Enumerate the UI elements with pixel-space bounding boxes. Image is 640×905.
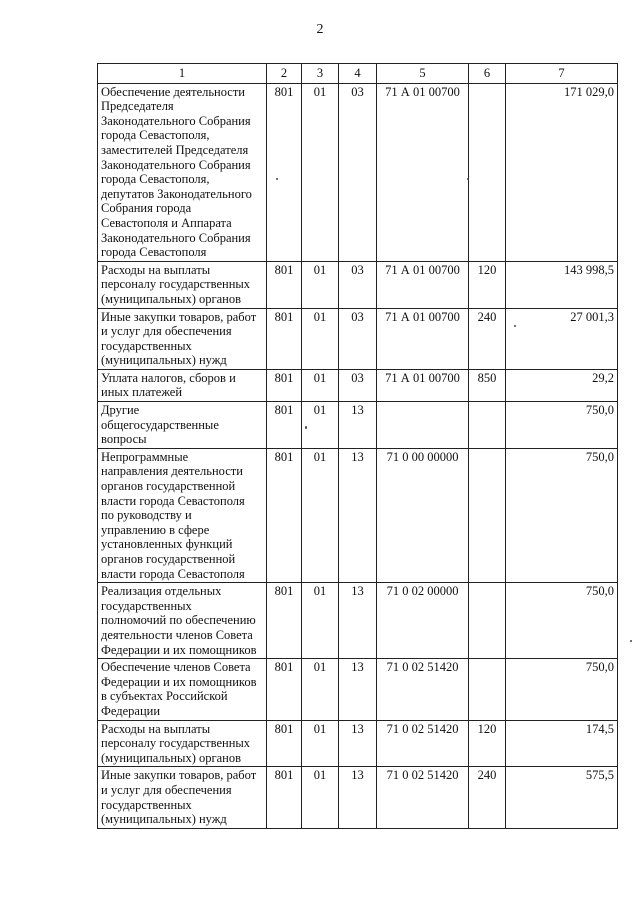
scan-speck [276,178,278,180]
table-row [98,720,618,767]
header-cell: 5 [377,64,469,84]
cell-amount: 750,0 [506,448,618,582]
cell-ministry-code: 801 [267,261,302,308]
cell-expense-type: 240 [469,308,506,369]
header-cell: 2 [267,64,302,84]
cell-ministry-code: 801 [267,767,302,828]
cell-ministry-code: 801 [267,659,302,720]
cell-target-article: 71 0 02 51420 [377,720,469,767]
table-row [98,369,618,401]
cell-target-article: 71 0 02 51420 [377,659,469,720]
cell-section: 01 [302,261,339,308]
cell-ministry-code: 801 [267,402,302,449]
cell-amount: 29,2 [506,369,618,401]
cell-target-article: 71 А 01 00700 [377,261,469,308]
cell-subsection: 13 [339,767,377,828]
cell-target-article: 71 0 00 00000 [377,448,469,582]
cell-ministry-code: 801 [267,369,302,401]
scan-speck [467,178,469,180]
cell-target-article [377,402,469,449]
cell-section: 01 [302,659,339,720]
cell-section: 01 [302,720,339,767]
cell-expense-type [469,583,506,659]
cell-expense-type [469,659,506,720]
cell-subsection: 13 [339,659,377,720]
cell-section: 01 [302,767,339,828]
cell-ministry-code: 801 [267,583,302,659]
cell-ministry-code: 801 [267,308,302,369]
cell-target-article: 71 А 01 00700 [377,308,469,369]
budget-table [97,63,618,829]
cell-name: Иные закупки товаров, работ и услуг для обеспечения государственных (муниципальных) нужд [98,767,267,828]
cell-subsection: 13 [339,448,377,582]
cell-subsection: 03 [339,261,377,308]
scan-speck [305,426,307,429]
cell-name: Расходы на выплаты персоналу государственных (муниципальных) органов [98,261,267,308]
cell-subsection: 13 [339,402,377,449]
table-row [98,767,618,828]
cell-expense-type: 120 [469,720,506,767]
scan-speck [514,325,516,327]
cell-section: 01 [302,448,339,582]
cell-target-article: 71 А 01 00700 [377,83,469,261]
cell-expense-type: 120 [469,261,506,308]
cell-target-article: 71 А 01 00700 [377,369,469,401]
cell-subsection: 03 [339,308,377,369]
cell-target-article: 71 0 02 51420 [377,767,469,828]
cell-subsection: 13 [339,720,377,767]
header-cell: 6 [469,64,506,84]
scan-speck [630,640,632,642]
cell-amount: 575,5 [506,767,618,828]
cell-name: Обеспечение членов Совета Федерации и их помощников в субъектах Российской Федерации [98,659,267,720]
cell-amount: 174,5 [506,720,618,767]
cell-name: Обеспечение деятельности Председателя Законодательного Собрания города Севастополя, заместителей Председателя Законодательного Собрания города Севастополя, депутатов Законодательного Собрания города Севастополя и Аппарата Законодательного Собрания города Севастополя [98,83,267,261]
header-cell: 1 [98,64,267,84]
cell-amount: 27 001,3 [506,308,618,369]
cell-amount: 750,0 [506,402,618,449]
cell-expense-type [469,448,506,582]
header-cell: 4 [339,64,377,84]
page-number: 2 [316,22,324,37]
table-row [98,448,618,582]
cell-expense-type: 850 [469,369,506,401]
cell-section: 01 [302,83,339,261]
cell-section: 01 [302,583,339,659]
cell-name: Реализация отдельных государственных полномочий по обеспечению деятельности членов Совета Федерации и их помощников [98,583,267,659]
cell-section: 01 [302,369,339,401]
header-cell: 3 [302,64,339,84]
cell-name: Уплата налогов, сборов и иных платежей [98,369,267,401]
table-row [98,583,618,659]
cell-section: 01 [302,308,339,369]
table-row [98,261,618,308]
table-row [98,659,618,720]
cell-amount: 143 998,5 [506,261,618,308]
cell-ministry-code: 801 [267,448,302,582]
cell-section: 01 [302,402,339,449]
cell-subsection: 03 [339,369,377,401]
cell-expense-type [469,402,506,449]
cell-name: Другие общегосударственные вопросы [98,402,267,449]
cell-target-article: 71 0 02 00000 [377,583,469,659]
table-row [98,402,618,449]
cell-ministry-code: 801 [267,83,302,261]
cell-expense-type: 240 [469,767,506,828]
cell-subsection: 03 [339,83,377,261]
cell-name: Расходы на выплаты персоналу государственных (муниципальных) органов [98,720,267,767]
cell-subsection: 13 [339,583,377,659]
header-row [98,64,618,84]
cell-expense-type [469,83,506,261]
cell-amount: 750,0 [506,583,618,659]
cell-amount: 171 029,0 [506,83,618,261]
cell-ministry-code: 801 [267,720,302,767]
cell-name: Иные закупки товаров, работ и услуг для обеспечения государственных (муниципальных) нужд [98,308,267,369]
cell-name: Непрограммные направления деятельности органов государственной власти города Севастополя по руководству и управлению в сфере установленных функций органов государственной власти города Севастополя [98,448,267,582]
table-row [98,308,618,369]
cell-amount: 750,0 [506,659,618,720]
table-row [98,83,618,261]
header-cell: 7 [506,64,618,84]
